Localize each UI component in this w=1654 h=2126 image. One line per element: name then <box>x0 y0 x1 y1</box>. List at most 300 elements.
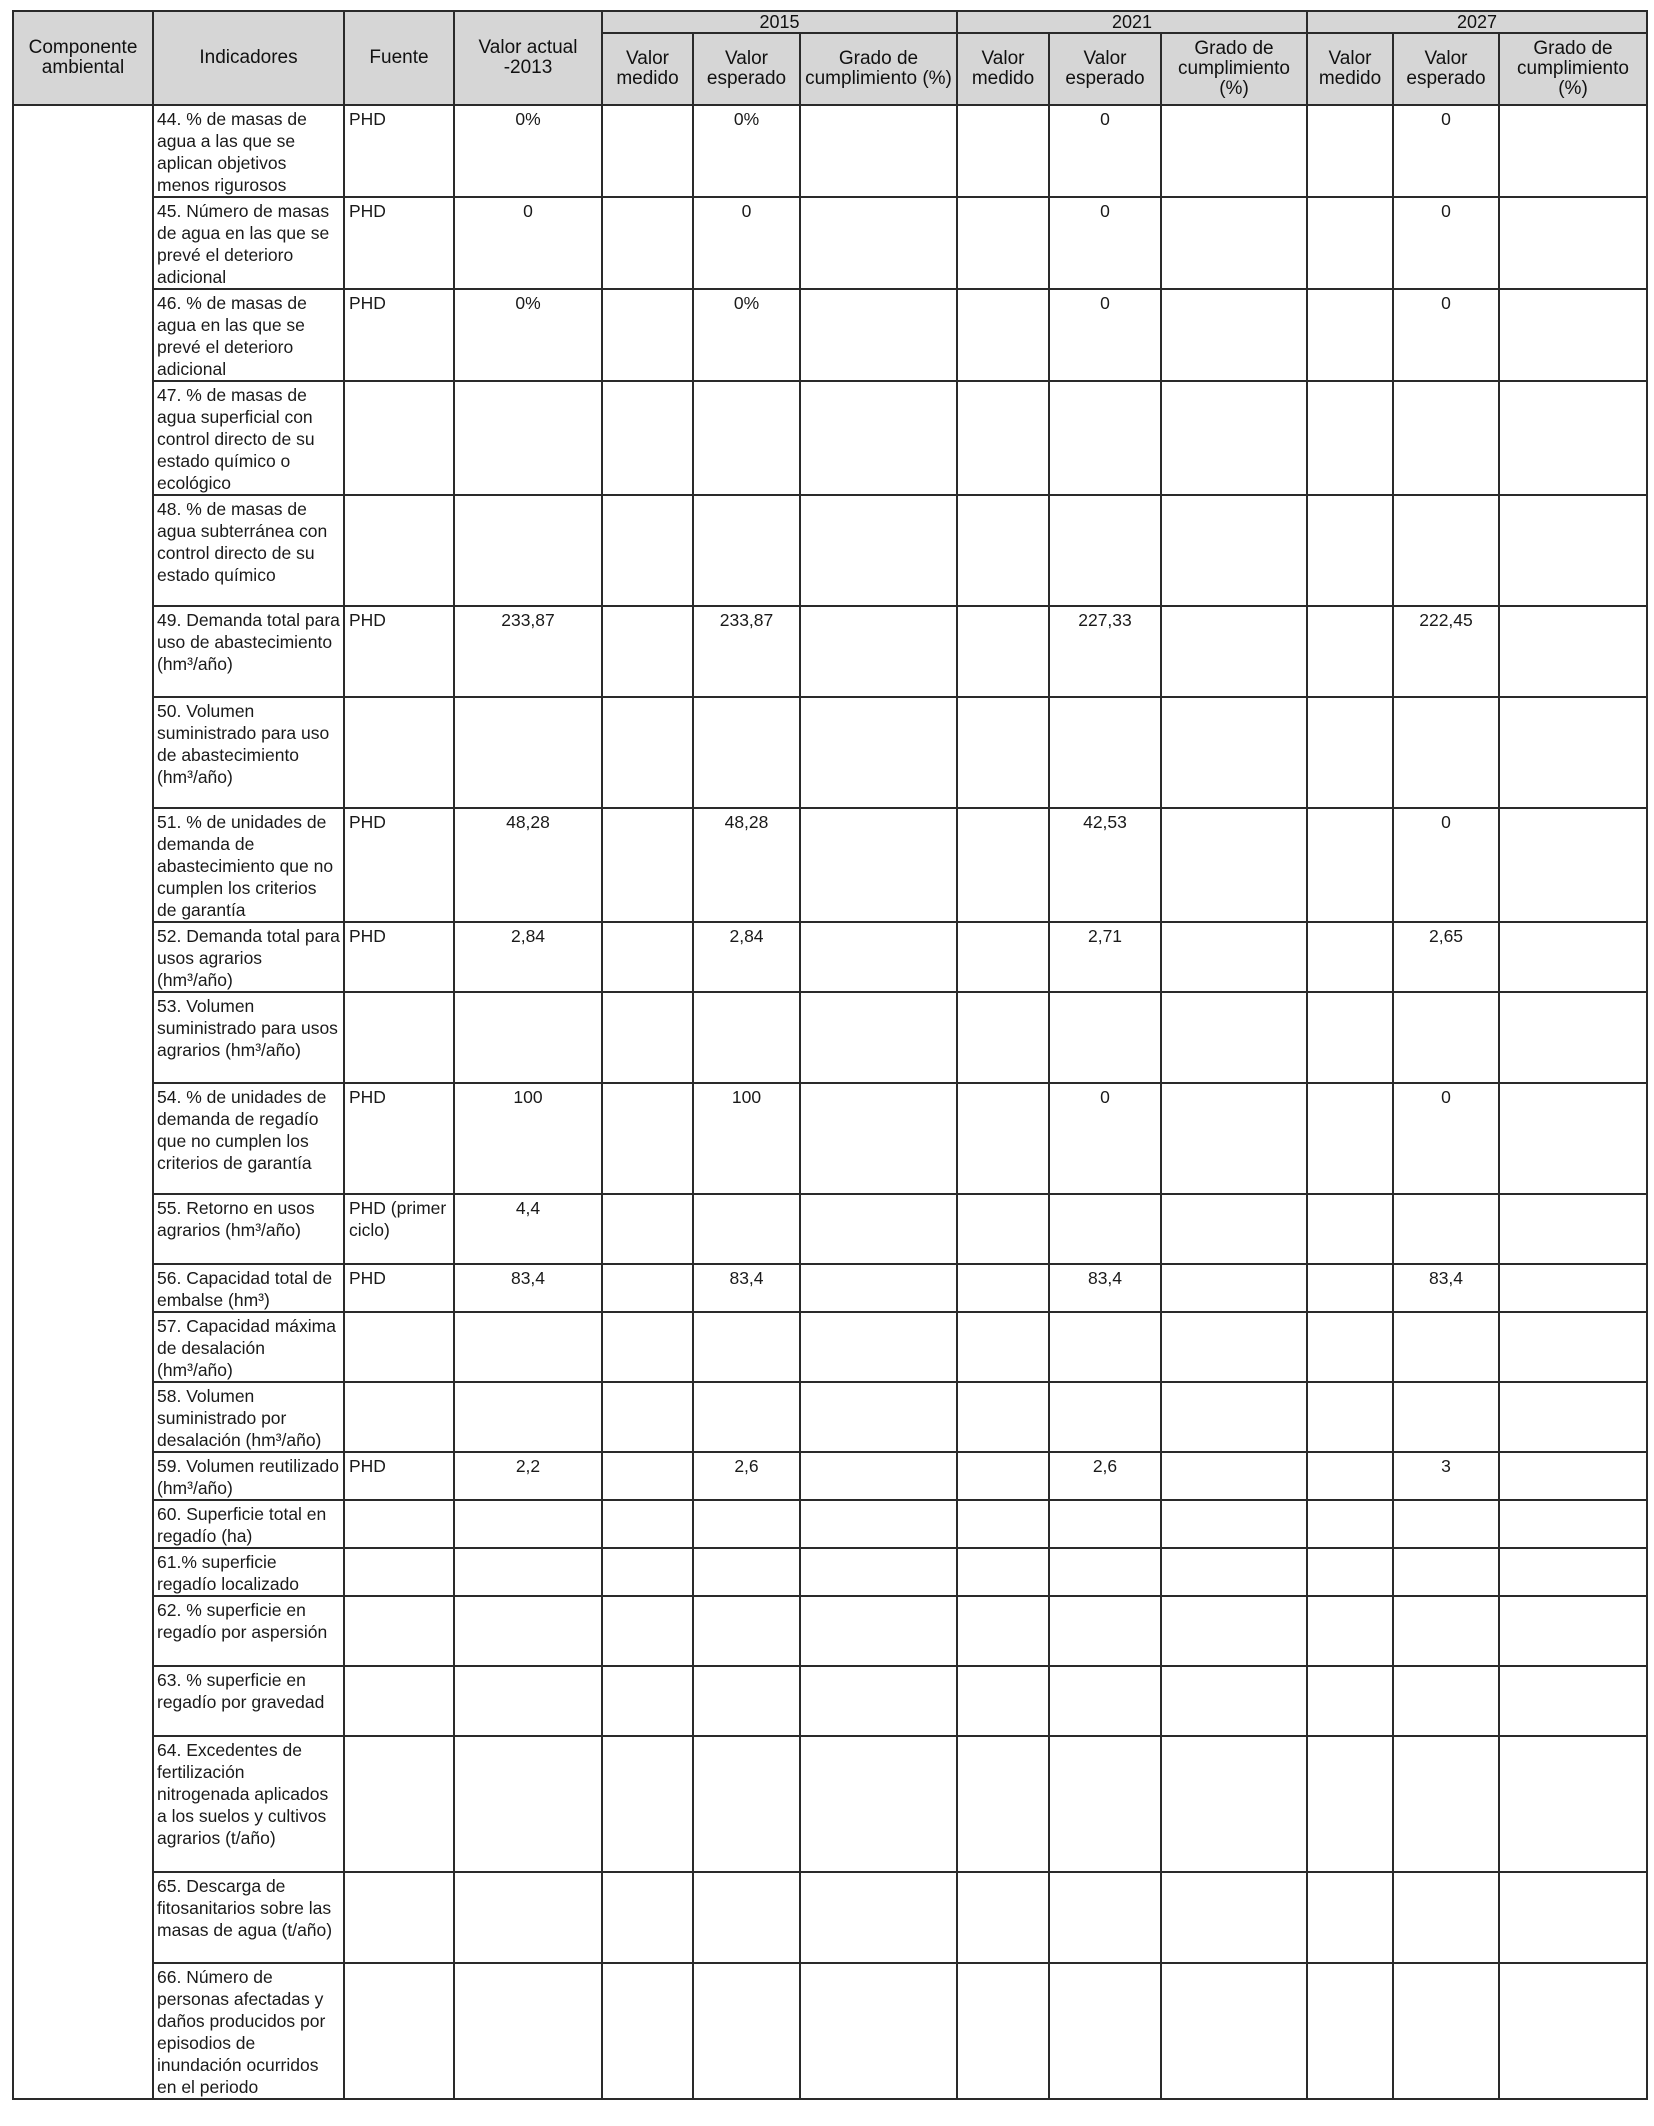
source-cell: PHD <box>344 808 454 922</box>
table-row <box>13 495 1647 606</box>
grado-2015-cell <box>800 1736 957 1872</box>
valor-medido-2015-cell <box>602 1382 693 1452</box>
valor-actual-cell: 2,84 <box>454 922 602 992</box>
grado-2015-cell <box>800 289 957 381</box>
header-valor-esperado-2015: Valor esperado <box>693 33 800 105</box>
valor-medido-2021-cell <box>957 1312 1049 1382</box>
source-cell <box>344 697 454 808</box>
valor-actual-cell <box>454 1666 602 1736</box>
grado-2027-cell <box>1499 1596 1647 1666</box>
grado-2021-cell <box>1161 1872 1307 1963</box>
grado-2027-cell <box>1499 1264 1647 1312</box>
source-cell: PHD <box>344 606 454 697</box>
valor-esperado-2027-cell: 2,65 <box>1393 922 1499 992</box>
valor-medido-2021-cell <box>957 1596 1049 1666</box>
table-row <box>13 1872 1647 1963</box>
header-componente-ambiental: Componente ambiental <box>13 11 153 105</box>
indicator-cell: 45. Número de masas de agua en las que se prevé el deterioro adicional <box>153 197 344 289</box>
valor-esperado-2021-cell <box>1049 495 1161 606</box>
valor-esperado-2027-cell <box>1393 1500 1499 1548</box>
grado-2021-cell <box>1161 1500 1307 1548</box>
valor-medido-2015-cell <box>602 381 693 495</box>
grado-2027-cell <box>1499 1872 1647 1963</box>
table-row <box>13 992 1647 1083</box>
indicator-cell: 51. % de unidades de demanda de abastecimiento que no cumplen los criterios de garantía <box>153 808 344 922</box>
valor-medido-2027-cell <box>1307 1548 1393 1596</box>
header-valor-esperado-2021: Valor esperado <box>1049 33 1161 105</box>
header-grado-2021: Grado de cumplimiento (%) <box>1161 33 1307 105</box>
valor-medido-2027-cell <box>1307 1083 1393 1194</box>
grado-2021-cell <box>1161 1194 1307 1264</box>
table-row <box>13 1382 1647 1452</box>
valor-medido-2027-cell <box>1307 197 1393 289</box>
grado-2021-cell <box>1161 1963 1307 2099</box>
grado-2027-cell <box>1499 1548 1647 1596</box>
valor-esperado-2021-cell <box>1049 1548 1161 1596</box>
valor-medido-2021-cell <box>957 1264 1049 1312</box>
valor-medido-2027-cell <box>1307 808 1393 922</box>
source-cell <box>344 381 454 495</box>
valor-medido-2021-cell <box>957 495 1049 606</box>
valor-esperado-2015-cell: 100 <box>693 1083 800 1194</box>
source-cell: PHD (primer ciclo) <box>344 1194 454 1264</box>
grado-2021-cell <box>1161 992 1307 1083</box>
valor-actual-cell <box>454 1312 602 1382</box>
valor-actual-cell <box>454 992 602 1083</box>
valor-esperado-2015-cell <box>693 1548 800 1596</box>
valor-esperado-2027-cell: 0 <box>1393 105 1499 197</box>
source-cell: PHD <box>344 922 454 992</box>
table-row <box>13 1194 1647 1264</box>
grado-2027-cell <box>1499 105 1647 197</box>
table-row <box>13 1312 1647 1382</box>
header-year-2015: 2015 <box>602 11 957 33</box>
indicator-cell: 44. % de masas de agua a las que se aplican objetivos menos rigurosos <box>153 105 344 197</box>
source-cell <box>344 1963 454 2099</box>
valor-actual-cell <box>454 495 602 606</box>
grado-2027-cell <box>1499 697 1647 808</box>
table-row <box>13 1264 1647 1312</box>
valor-esperado-2015-cell: 0% <box>693 105 800 197</box>
valor-medido-2015-cell <box>602 1264 693 1312</box>
valor-esperado-2015-cell: 0% <box>693 289 800 381</box>
valor-medido-2021-cell <box>957 606 1049 697</box>
valor-esperado-2021-cell <box>1049 1500 1161 1548</box>
valor-medido-2021-cell <box>957 1452 1049 1500</box>
grado-2021-cell <box>1161 697 1307 808</box>
valor-medido-2027-cell <box>1307 105 1393 197</box>
valor-medido-2015-cell <box>602 1963 693 2099</box>
grado-2027-cell <box>1499 808 1647 922</box>
source-cell: PHD <box>344 289 454 381</box>
valor-medido-2027-cell <box>1307 495 1393 606</box>
table-row <box>13 197 1647 289</box>
grado-2015-cell <box>800 1596 957 1666</box>
valor-medido-2015-cell <box>602 495 693 606</box>
grado-2015-cell <box>800 697 957 808</box>
source-cell: PHD <box>344 1083 454 1194</box>
valor-medido-2021-cell <box>957 1736 1049 1872</box>
indicator-cell: 55. Retorno en usos agrarios (hm³/año) <box>153 1194 344 1264</box>
valor-esperado-2021-cell: 0 <box>1049 289 1161 381</box>
grado-2015-cell <box>800 1312 957 1382</box>
indicator-cell: 61.% superficie regadío localizado <box>153 1548 344 1596</box>
valor-esperado-2021-cell: 83,4 <box>1049 1264 1161 1312</box>
indicator-cell: 56. Capacidad total de embalse (hm³) <box>153 1264 344 1312</box>
grado-2015-cell <box>800 1194 957 1264</box>
valor-medido-2027-cell <box>1307 1963 1393 2099</box>
valor-esperado-2027-cell <box>1393 992 1499 1083</box>
source-cell <box>344 992 454 1083</box>
grado-2021-cell <box>1161 1083 1307 1194</box>
valor-medido-2027-cell <box>1307 1452 1393 1500</box>
valor-actual-cell <box>454 1382 602 1452</box>
grado-2027-cell <box>1499 1194 1647 1264</box>
valor-actual-cell <box>454 381 602 495</box>
valor-medido-2027-cell <box>1307 1264 1393 1312</box>
valor-medido-2015-cell <box>602 289 693 381</box>
indicator-cell: 59. Volumen reutilizado (hm³/año) <box>153 1452 344 1500</box>
table-row <box>13 1452 1647 1500</box>
valor-esperado-2027-cell <box>1393 495 1499 606</box>
source-cell: PHD <box>344 1264 454 1312</box>
grado-2015-cell <box>800 1963 957 2099</box>
valor-medido-2015-cell <box>602 992 693 1083</box>
grado-2027-cell <box>1499 381 1647 495</box>
source-cell <box>344 495 454 606</box>
valor-medido-2015-cell <box>602 105 693 197</box>
indicator-cell: 58. Volumen suministrado por desalación (hm³/año) <box>153 1382 344 1452</box>
valor-esperado-2015-cell: 233,87 <box>693 606 800 697</box>
valor-medido-2021-cell <box>957 992 1049 1083</box>
valor-esperado-2027-cell <box>1393 697 1499 808</box>
valor-actual-cell <box>454 1872 602 1963</box>
grado-2015-cell <box>800 105 957 197</box>
grado-2027-cell <box>1499 1736 1647 1872</box>
grado-2015-cell <box>800 495 957 606</box>
valor-medido-2021-cell <box>957 922 1049 992</box>
valor-esperado-2015-cell <box>693 1312 800 1382</box>
table-row <box>13 1596 1647 1666</box>
valor-esperado-2021-cell: 0 <box>1049 105 1161 197</box>
table-row <box>13 922 1647 992</box>
valor-actual-cell: 83,4 <box>454 1264 602 1312</box>
valor-esperado-2021-cell <box>1049 697 1161 808</box>
indicator-cell: 63. % superficie en regadío por gravedad <box>153 1666 344 1736</box>
valor-esperado-2027-cell <box>1393 1872 1499 1963</box>
indicator-cell: 65. Descarga de fitosanitarios sobre las masas de agua (t/año) <box>153 1872 344 1963</box>
valor-actual-cell: 0 <box>454 197 602 289</box>
valor-actual-cell: 0% <box>454 289 602 381</box>
grado-2021-cell <box>1161 1596 1307 1666</box>
grado-2021-cell <box>1161 1736 1307 1872</box>
valor-medido-2027-cell <box>1307 1500 1393 1548</box>
valor-esperado-2027-cell: 0 <box>1393 1083 1499 1194</box>
valor-esperado-2021-cell: 0 <box>1049 197 1161 289</box>
indicator-cell: 66. Número de personas afectadas y daños producidos por episodios de inundación ocurridos en el periodo <box>153 1963 344 2099</box>
table-row <box>13 1083 1647 1194</box>
valor-medido-2027-cell <box>1307 1666 1393 1736</box>
grado-2027-cell <box>1499 992 1647 1083</box>
indicator-cell: 49. Demanda total para uso de abastecimiento (hm³/año) <box>153 606 344 697</box>
indicator-cell: 54. % de unidades de demanda de regadío que no cumplen los criterios de garantía <box>153 1083 344 1194</box>
valor-esperado-2015-cell <box>693 1963 800 2099</box>
valor-actual-cell: 2,2 <box>454 1452 602 1500</box>
indicators-table <box>12 10 1648 2100</box>
source-cell <box>344 1548 454 1596</box>
grado-2021-cell <box>1161 1382 1307 1452</box>
valor-medido-2021-cell <box>957 1083 1049 1194</box>
header-valor-esperado-2027: Valor esperado <box>1393 33 1499 105</box>
grado-2021-cell <box>1161 1666 1307 1736</box>
valor-actual-cell <box>454 1963 602 2099</box>
valor-esperado-2015-cell: 83,4 <box>693 1264 800 1312</box>
valor-actual-cell <box>454 1596 602 1666</box>
grado-2027-cell <box>1499 606 1647 697</box>
table-row <box>13 381 1647 495</box>
grado-2021-cell <box>1161 808 1307 922</box>
grado-2021-cell <box>1161 197 1307 289</box>
valor-esperado-2027-cell <box>1393 1666 1499 1736</box>
valor-medido-2021-cell <box>957 1382 1049 1452</box>
source-cell: PHD <box>344 1452 454 1500</box>
valor-medido-2015-cell <box>602 1736 693 1872</box>
grado-2015-cell <box>800 606 957 697</box>
grado-2027-cell <box>1499 922 1647 992</box>
table-row <box>13 289 1647 381</box>
table-row <box>13 1963 1647 2099</box>
valor-esperado-2015-cell <box>693 1736 800 1872</box>
grado-2027-cell <box>1499 1500 1647 1548</box>
valor-esperado-2021-cell: 2,6 <box>1049 1452 1161 1500</box>
grado-2027-cell <box>1499 1312 1647 1382</box>
indicator-cell: 57. Capacidad máxima de desalación (hm³/año) <box>153 1312 344 1382</box>
valor-medido-2027-cell <box>1307 1872 1393 1963</box>
grado-2021-cell <box>1161 289 1307 381</box>
valor-medido-2027-cell <box>1307 922 1393 992</box>
valor-medido-2015-cell <box>602 1666 693 1736</box>
source-cell <box>344 1596 454 1666</box>
indicator-cell: 64. Excedentes de fertilización nitrogenada aplicados a los suelos y cultivos agrarios (t/año) <box>153 1736 344 1872</box>
valor-medido-2021-cell <box>957 105 1049 197</box>
source-cell <box>344 1382 454 1452</box>
grado-2021-cell <box>1161 922 1307 992</box>
grado-2015-cell <box>800 1500 957 1548</box>
grado-2015-cell <box>800 992 957 1083</box>
header-valor-actual: Valor actual -2013 <box>454 11 602 105</box>
valor-esperado-2015-cell: 0 <box>693 197 800 289</box>
header-indicadores: Indicadores <box>153 11 344 105</box>
table-row <box>13 105 1647 197</box>
valor-esperado-2027-cell <box>1393 1596 1499 1666</box>
grado-2027-cell <box>1499 1452 1647 1500</box>
valor-medido-2021-cell <box>957 1666 1049 1736</box>
table-row <box>13 1666 1647 1736</box>
header-year-2021: 2021 <box>957 11 1307 33</box>
valor-medido-2015-cell <box>602 1452 693 1500</box>
valor-esperado-2015-cell: 2,84 <box>693 922 800 992</box>
valor-medido-2021-cell <box>957 697 1049 808</box>
valor-esperado-2027-cell: 0 <box>1393 197 1499 289</box>
valor-esperado-2015-cell <box>693 1596 800 1666</box>
valor-medido-2027-cell <box>1307 697 1393 808</box>
grado-2015-cell <box>800 1548 957 1596</box>
valor-esperado-2027-cell: 3 <box>1393 1452 1499 1500</box>
header-valor-medido-2027: Valor medido <box>1307 33 1393 105</box>
grado-2027-cell <box>1499 1963 1647 2099</box>
valor-esperado-2015-cell <box>693 992 800 1083</box>
valor-medido-2027-cell <box>1307 381 1393 495</box>
valor-actual-cell <box>454 1548 602 1596</box>
grado-2015-cell <box>800 1382 957 1452</box>
grado-2015-cell <box>800 197 957 289</box>
grado-2015-cell <box>800 1083 957 1194</box>
indicator-cell: 48. % de masas de agua subterránea con control directo de su estado químico <box>153 495 344 606</box>
valor-actual-cell: 0% <box>454 105 602 197</box>
valor-esperado-2027-cell <box>1393 1963 1499 2099</box>
header-grado-2027: Grado de cumplimiento (%) <box>1499 33 1647 105</box>
valor-medido-2015-cell <box>602 1872 693 1963</box>
valor-esperado-2021-cell <box>1049 1194 1161 1264</box>
valor-medido-2015-cell <box>602 1500 693 1548</box>
grado-2015-cell <box>800 922 957 992</box>
table-row <box>13 1500 1647 1548</box>
grado-2015-cell <box>800 1452 957 1500</box>
grado-2015-cell <box>800 1264 957 1312</box>
valor-esperado-2027-cell: 0 <box>1393 808 1499 922</box>
valor-actual-cell: 100 <box>454 1083 602 1194</box>
valor-medido-2015-cell <box>602 808 693 922</box>
indicator-cell: 52. Demanda total para usos agrarios (hm³/año) <box>153 922 344 992</box>
valor-esperado-2021-cell <box>1049 1666 1161 1736</box>
grado-2027-cell <box>1499 1083 1647 1194</box>
indicator-cell: 46. % de masas de agua en las que se prevé el deterioro adicional <box>153 289 344 381</box>
valor-esperado-2027-cell <box>1393 381 1499 495</box>
valor-actual-cell <box>454 697 602 808</box>
grado-2015-cell <box>800 1872 957 1963</box>
grado-2027-cell <box>1499 197 1647 289</box>
valor-medido-2027-cell <box>1307 1382 1393 1452</box>
valor-actual-cell: 233,87 <box>454 606 602 697</box>
valor-medido-2021-cell <box>957 381 1049 495</box>
table-row <box>13 1548 1647 1596</box>
valor-esperado-2021-cell: 0 <box>1049 1083 1161 1194</box>
valor-medido-2015-cell <box>602 1596 693 1666</box>
valor-esperado-2021-cell: 227,33 <box>1049 606 1161 697</box>
valor-medido-2015-cell <box>602 1194 693 1264</box>
valor-medido-2021-cell <box>957 197 1049 289</box>
grado-2021-cell <box>1161 495 1307 606</box>
header-valor-medido-2015: Valor medido <box>602 33 693 105</box>
indicator-cell: 60. Superficie total en regadío (ha) <box>153 1500 344 1548</box>
valor-medido-2027-cell <box>1307 1736 1393 1872</box>
valor-actual-cell: 4,4 <box>454 1194 602 1264</box>
valor-esperado-2021-cell <box>1049 381 1161 495</box>
grado-2015-cell <box>800 1666 957 1736</box>
valor-esperado-2015-cell <box>693 1194 800 1264</box>
valor-medido-2021-cell <box>957 1194 1049 1264</box>
valor-esperado-2027-cell <box>1393 1382 1499 1452</box>
grado-2021-cell <box>1161 1548 1307 1596</box>
valor-esperado-2027-cell <box>1393 1194 1499 1264</box>
valor-esperado-2015-cell <box>693 1382 800 1452</box>
valor-esperado-2015-cell <box>693 697 800 808</box>
valor-esperado-2021-cell: 42,53 <box>1049 808 1161 922</box>
grado-2021-cell <box>1161 606 1307 697</box>
table-row <box>13 808 1647 922</box>
valor-medido-2021-cell <box>957 1548 1049 1596</box>
grado-2027-cell <box>1499 495 1647 606</box>
source-cell <box>344 1500 454 1548</box>
indicator-cell: 62. % superficie en regadío por aspersión <box>153 1596 344 1666</box>
valor-esperado-2027-cell <box>1393 1548 1499 1596</box>
valor-medido-2027-cell <box>1307 606 1393 697</box>
grado-2021-cell <box>1161 1312 1307 1382</box>
valor-esperado-2027-cell <box>1393 1312 1499 1382</box>
valor-medido-2027-cell <box>1307 1194 1393 1264</box>
valor-esperado-2021-cell <box>1049 1382 1161 1452</box>
valor-medido-2015-cell <box>602 922 693 992</box>
grado-2021-cell <box>1161 1452 1307 1500</box>
valor-esperado-2021-cell <box>1049 1312 1161 1382</box>
table-body <box>13 105 1647 2099</box>
valor-medido-2015-cell <box>602 697 693 808</box>
valor-esperado-2015-cell <box>693 381 800 495</box>
grado-2021-cell <box>1161 1264 1307 1312</box>
header-fuente: Fuente <box>344 11 454 105</box>
valor-esperado-2027-cell: 83,4 <box>1393 1264 1499 1312</box>
valor-esperado-2021-cell <box>1049 1736 1161 1872</box>
grado-2027-cell <box>1499 1666 1647 1736</box>
valor-actual-cell <box>454 1736 602 1872</box>
valor-medido-2015-cell <box>602 1083 693 1194</box>
valor-esperado-2021-cell <box>1049 1596 1161 1666</box>
source-cell <box>344 1312 454 1382</box>
valor-medido-2021-cell <box>957 808 1049 922</box>
componente-ambiental-cell <box>13 105 153 2099</box>
source-cell: PHD <box>344 105 454 197</box>
valor-medido-2015-cell <box>602 1548 693 1596</box>
indicator-cell: 47. % de masas de agua superficial con control directo de su estado químico o ecológico <box>153 381 344 495</box>
valor-esperado-2021-cell: 2,71 <box>1049 922 1161 992</box>
valor-actual-cell <box>454 1500 602 1548</box>
valor-medido-2027-cell <box>1307 992 1393 1083</box>
valor-medido-2015-cell <box>602 1312 693 1382</box>
table-row <box>13 697 1647 808</box>
valor-esperado-2027-cell: 222,45 <box>1393 606 1499 697</box>
source-cell <box>344 1872 454 1963</box>
source-cell <box>344 1736 454 1872</box>
valor-medido-2015-cell <box>602 606 693 697</box>
indicators-table-container <box>12 10 1646 2100</box>
valor-medido-2015-cell <box>602 197 693 289</box>
header-year-2027: 2027 <box>1307 11 1647 33</box>
valor-medido-2021-cell <box>957 1963 1049 2099</box>
grado-2015-cell <box>800 381 957 495</box>
valor-medido-2021-cell <box>957 1872 1049 1963</box>
valor-medido-2027-cell <box>1307 1596 1393 1666</box>
valor-esperado-2015-cell: 2,6 <box>693 1452 800 1500</box>
valor-esperado-2021-cell <box>1049 1963 1161 2099</box>
valor-esperado-2015-cell <box>693 495 800 606</box>
valor-esperado-2027-cell: 0 <box>1393 289 1499 381</box>
grado-2027-cell <box>1499 1382 1647 1452</box>
valor-medido-2027-cell <box>1307 1312 1393 1382</box>
grado-2021-cell <box>1161 105 1307 197</box>
source-cell <box>344 1666 454 1736</box>
indicator-cell: 50. Volumen suministrado para uso de abastecimiento (hm³/año) <box>153 697 344 808</box>
table-row <box>13 606 1647 697</box>
